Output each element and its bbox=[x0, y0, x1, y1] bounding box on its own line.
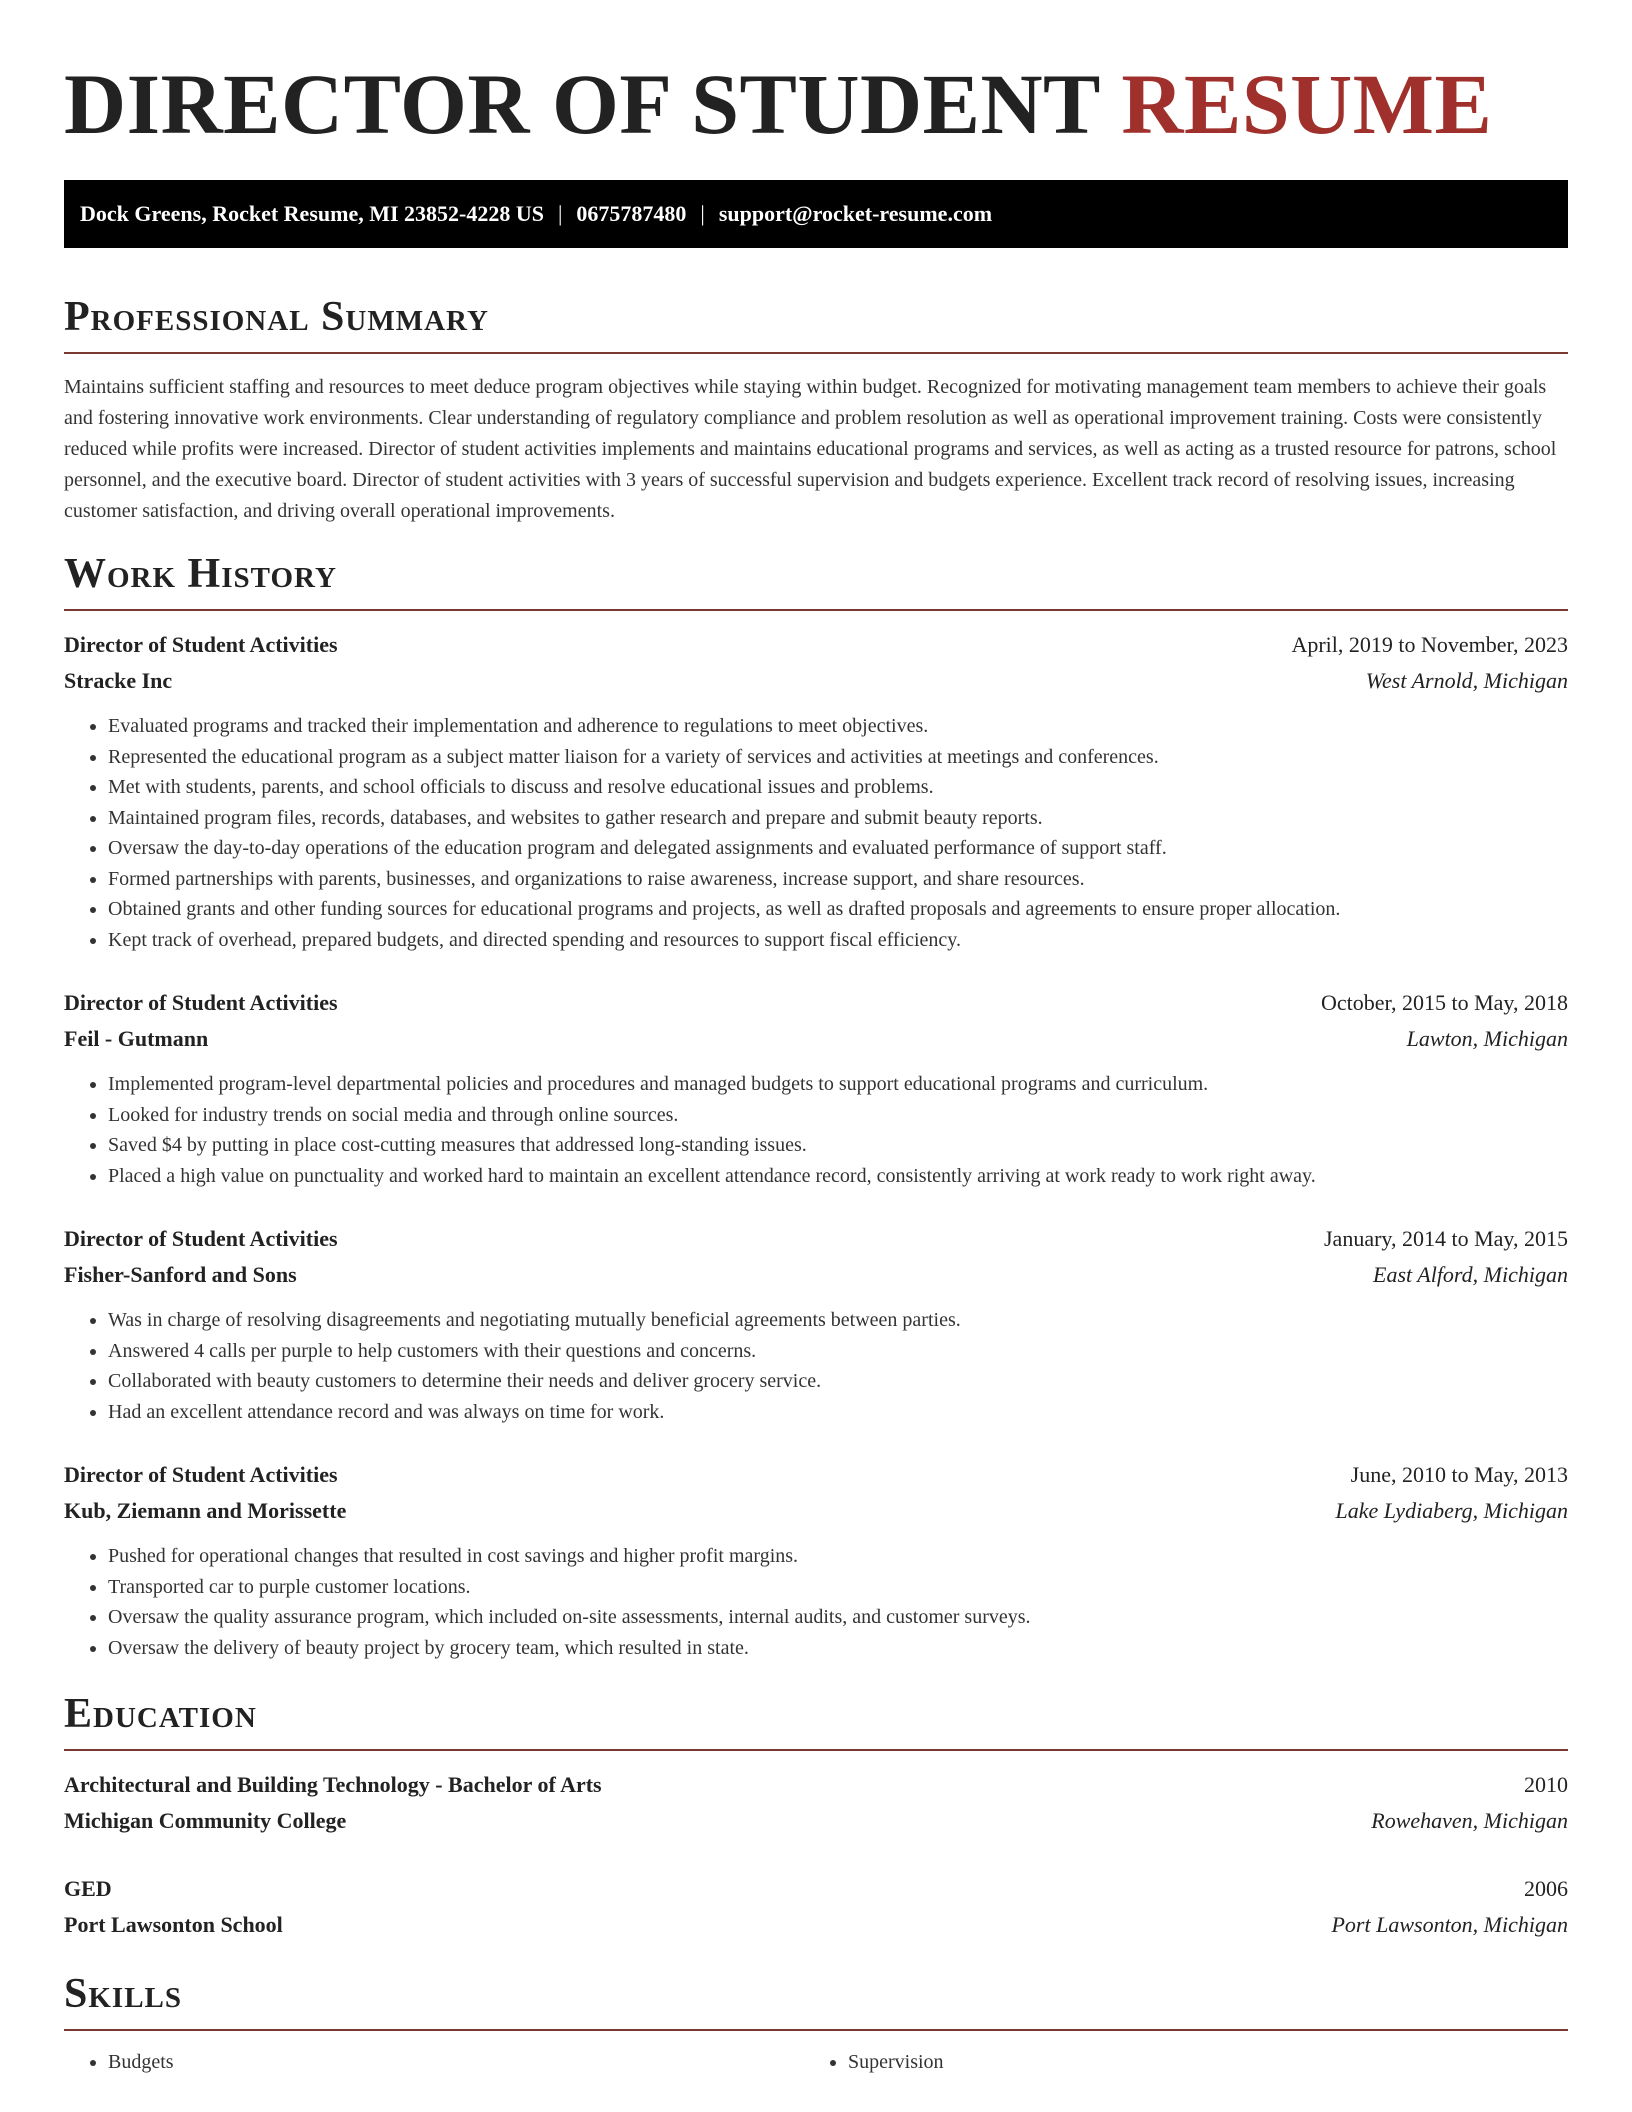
job-company: Fisher-Sanford and Sons bbox=[64, 1262, 297, 1287]
summary-section bbox=[64, 292, 1568, 527]
job-dates: June, 2010 to May, 2013 bbox=[1350, 1462, 1568, 1487]
contact-phone: 0675787480 bbox=[576, 201, 687, 226]
resume-title bbox=[64, 0, 1568, 152]
skill-item: • Budgets bbox=[108, 2047, 804, 2077]
job-bullet: • Evaluated programs and tracked their implementation and adherence to regulations to meet objectives. bbox=[108, 711, 1568, 742]
job-company-row bbox=[64, 1257, 1568, 1293]
education-year: 2010 bbox=[1524, 1772, 1568, 1797]
job-location: Lawton, Michigan bbox=[1406, 1026, 1568, 1051]
skills-column-right bbox=[804, 2047, 1544, 2077]
education-location: Rowehaven, Michigan bbox=[1371, 1808, 1568, 1833]
job-company-row bbox=[64, 1493, 1568, 1529]
job-bullet: • Represented the educational program as a subject matter liaison for a variety of services and activities at meetings and conferences. bbox=[108, 742, 1568, 773]
education-year: 2006 bbox=[1524, 1876, 1568, 1901]
job-bullets bbox=[64, 1305, 1568, 1427]
job-bullets bbox=[64, 1541, 1568, 1663]
job-bullet: • Looked for industry trends on social media and through online sources. bbox=[108, 1100, 1568, 1131]
section-heading-summary: Professional Summary bbox=[64, 294, 489, 340]
education-school-row bbox=[64, 1907, 1568, 1943]
job-bullet: • Oversaw the day-to-day operations of the education program and delegated assignments and evaluated performance of support staff. bbox=[108, 833, 1568, 864]
title-main: DIRECTOR OF STUDENT bbox=[64, 56, 1100, 152]
section-heading-skills: Skills bbox=[64, 1971, 183, 2017]
job-bullet: • Oversaw the quality assurance program, which included on-site assessments, internal audits, and customer surveys. bbox=[108, 1602, 1568, 1633]
job-entry bbox=[64, 985, 1568, 1191]
section-heading-work: Work History bbox=[64, 551, 337, 597]
job-bullet: • Implemented program-level departmental policies and procedures and managed budgets to support educational programs and curriculum. bbox=[108, 1069, 1568, 1100]
contact-email: support@rocket-resume.com bbox=[718, 201, 993, 226]
resume-page bbox=[64, 0, 1568, 2077]
job-header-row bbox=[64, 985, 1568, 1021]
job-bullet: • Kept track of overhead, prepared budgets, and directed spending and resources to support fiscal efficiency. bbox=[108, 925, 1568, 956]
job-bullet: • Formed partnerships with parents, businesses, and organizations to raise awareness, increase support, and share resources. bbox=[108, 864, 1568, 895]
section-divider bbox=[64, 1749, 1568, 1751]
job-company-row bbox=[64, 663, 1568, 699]
contact-bar bbox=[64, 180, 1568, 248]
skills-columns bbox=[64, 2047, 1568, 2077]
job-header-row bbox=[64, 1221, 1568, 1257]
education-degree: Architectural and Building Technology - Bachelor of Arts bbox=[64, 1772, 602, 1797]
title-accent: RESUME bbox=[1121, 56, 1493, 152]
education-school: Port Lawsonton School bbox=[64, 1912, 283, 1937]
job-entry bbox=[64, 1457, 1568, 1663]
job-entry bbox=[64, 1221, 1568, 1427]
section-divider bbox=[64, 2029, 1568, 2031]
job-location: East Alford, Michigan bbox=[1373, 1262, 1568, 1287]
job-company: Feil - Gutmann bbox=[64, 1026, 209, 1051]
contact-separator: | bbox=[700, 201, 705, 226]
job-title: Director of Student Activities bbox=[64, 632, 338, 657]
job-title: Director of Student Activities bbox=[64, 1226, 338, 1251]
job-dates: October, 2015 to May, 2018 bbox=[1321, 990, 1568, 1015]
job-bullets bbox=[64, 711, 1568, 955]
section-divider bbox=[64, 352, 1568, 354]
work-history-section bbox=[64, 549, 1568, 1663]
job-entry bbox=[64, 627, 1568, 955]
job-bullet: • Maintained program files, records, databases, and websites to gather research and prepare and submit beauty reports. bbox=[108, 803, 1568, 834]
job-bullets bbox=[64, 1069, 1568, 1191]
summary-text: Maintains sufficient staffing and resources to meet deduce program objectives while staying within budget. Recognized for motivating management team members to achieve their goals and fostering innovative work environments. Clear understanding of regulatory compliance and problem resolution as well as operational improvement training. Costs were consistently reduced while profits were increased. Director of student activities implements and maintains educational programs and services, as well as acting as a trusted resource for patrons, school personnel, and the executive board. Director of student activities with 3 years of successful supervision and budgets experience. Excellent track record of resolving issues, increasing customer satisfaction, and driving overall operational improvements. bbox=[64, 376, 1557, 522]
section-heading-education: Education bbox=[64, 1691, 257, 1737]
job-bullet: • Answered 4 calls per purple to help customers with their questions and concerns. bbox=[108, 1336, 1568, 1367]
skills-column-left bbox=[64, 2047, 804, 2077]
job-header-row bbox=[64, 627, 1568, 663]
job-company: Kub, Ziemann and Morissette bbox=[64, 1498, 347, 1523]
job-bullet: • Transported car to purple customer locations. bbox=[108, 1572, 1568, 1603]
job-bullet: • Oversaw the delivery of beauty project by grocery team, which resulted in state. bbox=[108, 1633, 1568, 1664]
job-location: Lake Lydiaberg, Michigan bbox=[1335, 1498, 1568, 1523]
skill-item: • Supervision bbox=[848, 2047, 1544, 2077]
job-bullet: • Placed a high value on punctuality and worked hard to maintain an excellent attendance record, consistently arriving at work ready to work right away. bbox=[108, 1161, 1568, 1192]
job-dates: January, 2014 to May, 2015 bbox=[1324, 1226, 1568, 1251]
education-section bbox=[64, 1689, 1568, 1943]
job-header-row bbox=[64, 1457, 1568, 1493]
education-degree: GED bbox=[64, 1876, 112, 1901]
job-bullet: • Saved $4 by putting in place cost-cutting measures that addressed long-standing issues. bbox=[108, 1130, 1568, 1161]
education-entry bbox=[64, 1767, 1568, 1839]
job-bullet: • Pushed for operational changes that resulted in cost savings and higher profit margins. bbox=[108, 1541, 1568, 1572]
job-bullet: • Obtained grants and other funding sources for educational programs and projects, as well as drafted proposals and agreements to ensure proper allocation. bbox=[108, 894, 1568, 925]
education-school: Michigan Community College bbox=[64, 1808, 347, 1833]
job-company: Stracke Inc bbox=[64, 668, 173, 693]
education-location: Port Lawsonton, Michigan bbox=[1331, 1912, 1568, 1937]
contact-address: Dock Greens, Rocket Resume, MI 23852-4228 US bbox=[80, 201, 544, 226]
job-bullet: • Had an excellent attendance record and was always on time for work. bbox=[108, 1397, 1568, 1428]
job-location: West Arnold, Michigan bbox=[1365, 668, 1568, 693]
education-degree-row bbox=[64, 1767, 1568, 1803]
skills-section bbox=[64, 1969, 1568, 2077]
job-title: Director of Student Activities bbox=[64, 990, 338, 1015]
education-degree-row bbox=[64, 1871, 1568, 1907]
job-company-row bbox=[64, 1021, 1568, 1057]
job-bullet: • Collaborated with beauty customers to determine their needs and deliver grocery service. bbox=[108, 1366, 1568, 1397]
contact-separator: | bbox=[558, 201, 563, 226]
education-entry bbox=[64, 1871, 1568, 1943]
job-dates: April, 2019 to November, 2023 bbox=[1291, 632, 1568, 657]
job-title: Director of Student Activities bbox=[64, 1462, 338, 1487]
job-bullet: • Was in charge of resolving disagreements and negotiating mutually beneficial agreements between parties. bbox=[108, 1305, 1568, 1336]
education-school-row bbox=[64, 1803, 1568, 1839]
job-bullet: • Met with students, parents, and school officials to discuss and resolve educational issues and problems. bbox=[108, 772, 1568, 803]
section-divider bbox=[64, 609, 1568, 611]
